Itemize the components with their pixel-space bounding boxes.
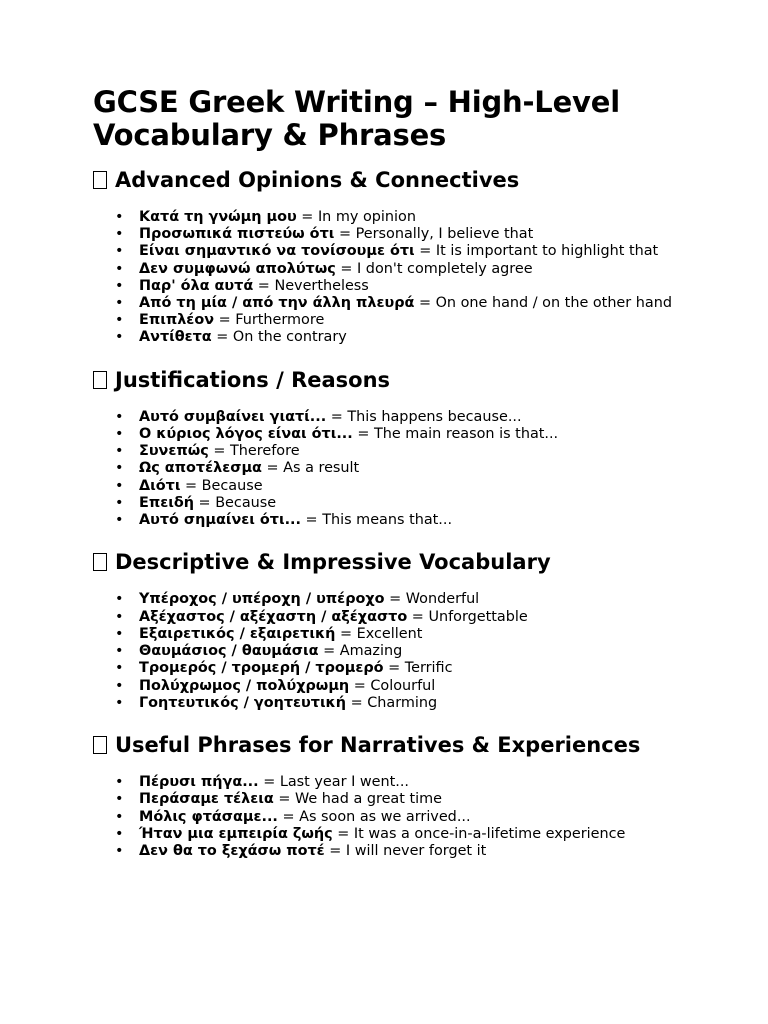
equals-separator: = <box>414 243 436 260</box>
english-meaning: Colourful <box>370 677 436 694</box>
equals-separator: = <box>334 226 356 243</box>
english-meaning: It was a once-in-a-lifetime experience <box>353 825 626 842</box>
list-item <box>139 809 675 826</box>
equals-separator: = <box>335 260 357 277</box>
list-item <box>139 278 675 295</box>
greek-term: Ως αποτέλεσμα <box>139 460 262 477</box>
equals-separator: = <box>277 808 300 825</box>
greek-term: Πολύχρωμος / πολύχρωμη <box>139 677 350 694</box>
list-item <box>139 209 675 226</box>
equals-separator: = <box>384 591 406 608</box>
greek-term: Υπέροχος / υπέροχη / υπέροχο <box>139 591 385 608</box>
equals-separator: = <box>324 842 346 859</box>
greek-term: Περάσαμε τέλεια <box>139 791 274 808</box>
equals-separator: = <box>296 208 318 225</box>
equals-separator: = <box>273 791 295 808</box>
equals-separator: = <box>261 460 284 477</box>
greek-term: Θαυμάσιος / θαυμάσια <box>139 643 319 660</box>
list-item <box>139 460 675 477</box>
list-item <box>139 791 675 808</box>
equals-separator: = <box>214 312 236 329</box>
list-item <box>139 495 675 512</box>
vocab-list <box>93 774 675 860</box>
greek-term: Μόλις φτάσαμε... <box>139 808 278 825</box>
sections-container <box>93 167 675 860</box>
english-meaning: Last year I went... <box>279 774 410 791</box>
equals-separator: = <box>332 825 354 842</box>
list-item <box>139 512 675 529</box>
list-item <box>139 843 675 860</box>
english-meaning: Nevertheless <box>274 277 369 294</box>
list-item <box>139 609 675 626</box>
vocab-list <box>93 209 675 347</box>
list-item <box>139 626 675 643</box>
greek-term: Αντίθετα <box>139 329 212 346</box>
vocab-list <box>93 409 675 529</box>
greek-term: Αυτό σημαίνει ότι... <box>139 512 301 529</box>
vocab-list <box>93 591 675 711</box>
list-item <box>139 243 675 260</box>
section-heading <box>93 367 675 393</box>
list-item <box>139 591 675 608</box>
greek-term: Τρομερός / τρομερή / τρομερό <box>139 660 384 677</box>
section-heading <box>93 167 675 193</box>
equals-separator: = <box>326 408 348 425</box>
english-meaning: Excellent <box>356 625 423 642</box>
section-heading <box>93 549 675 575</box>
equals-separator: = <box>318 643 340 660</box>
equals-separator: = <box>180 477 202 494</box>
english-meaning: Terrific <box>404 660 453 677</box>
equals-separator: = <box>258 774 280 791</box>
english-meaning: Wonderful <box>405 591 480 608</box>
english-meaning: This means that... <box>322 512 453 529</box>
equals-separator: = <box>407 608 429 625</box>
english-meaning: Therefore <box>230 443 300 460</box>
greek-term: Από τη μία / από την άλλη πλευρά <box>139 294 415 311</box>
equals-separator: = <box>335 625 357 642</box>
equals-separator: = <box>352 426 374 443</box>
english-meaning: On the contrary <box>232 329 347 346</box>
missing-glyph-icon <box>93 736 107 754</box>
equals-separator: = <box>349 677 371 694</box>
equals-separator: = <box>300 512 323 529</box>
list-item <box>139 295 675 312</box>
greek-term: Δεν συμφωνώ απολύτως <box>139 260 336 277</box>
list-item <box>139 826 675 843</box>
english-meaning: In my opinion <box>317 208 416 225</box>
english-meaning: As a result <box>283 460 360 477</box>
greek-term: Αυτό συμβαίνει γιατί... <box>139 408 327 425</box>
greek-term: Αξέχαστος / αξέχαστη / αξέχαστο <box>139 608 408 625</box>
section-heading <box>93 732 675 758</box>
english-meaning: Because <box>201 477 263 494</box>
english-meaning: Because <box>215 494 277 511</box>
english-meaning: Personally, I believe that <box>355 226 534 243</box>
section-heading-text: Descriptive & Impressive Vocabulary <box>115 550 551 575</box>
english-meaning: Charming <box>367 694 438 711</box>
missing-glyph-icon <box>93 553 107 571</box>
page-title: GCSE Greek Writing – High-Level Vocabulary & Phrases <box>93 85 620 153</box>
greek-term: Επιπλέον <box>139 312 215 329</box>
list-item <box>139 678 675 695</box>
missing-glyph-icon <box>93 171 107 189</box>
equals-separator: = <box>193 494 216 511</box>
equals-separator: = <box>211 329 233 346</box>
list-item <box>139 660 675 677</box>
greek-term: Πέρυσι πήγα... <box>139 774 259 791</box>
greek-term: Προσωπικά πιστεύω ότι <box>139 226 335 243</box>
list-item <box>139 312 675 329</box>
greek-term: Κατά τη γνώμη μου <box>139 208 297 225</box>
list-item <box>139 443 675 460</box>
equals-separator: = <box>383 660 405 677</box>
list-item <box>139 643 675 660</box>
equals-separator: = <box>346 694 368 711</box>
english-meaning: I don't completely agree <box>356 260 533 277</box>
english-meaning: We had a great time <box>294 791 442 808</box>
greek-term: Εξαιρετικός / εξαιρετική <box>139 625 336 642</box>
list-item <box>139 478 675 495</box>
english-meaning: It is important to highlight that <box>435 243 659 260</box>
english-meaning: Furthermore <box>235 312 325 329</box>
english-meaning: On one hand / on the other hand <box>435 294 672 311</box>
greek-term: Παρ' όλα αυτά <box>139 277 254 294</box>
equals-separator: = <box>414 294 436 311</box>
english-meaning: I will never forget it <box>345 842 487 859</box>
greek-term: Είναι σημαντικό να τονίσουμε ότι <box>139 243 415 260</box>
section-heading-text: Justifications / Reasons <box>115 367 391 392</box>
greek-term: Επειδή <box>139 494 194 511</box>
equals-separator: = <box>208 443 231 460</box>
english-meaning: Amazing <box>339 643 403 660</box>
english-meaning: Unforgettable <box>428 608 528 625</box>
greek-term: Γοητευτικός / γοητευτική <box>139 694 347 711</box>
section-heading-text: Useful Phrases for Narratives & Experiences <box>115 732 641 757</box>
list-item <box>139 409 675 426</box>
list-item <box>139 695 675 712</box>
list-item <box>139 426 675 443</box>
list-item <box>139 261 675 278</box>
greek-term: Ο κύριος λόγος είναι ότι... <box>139 426 353 443</box>
greek-term: Ήταν μια εμπειρία ζωής <box>139 825 333 842</box>
equals-separator: = <box>253 277 275 294</box>
list-item <box>139 226 675 243</box>
greek-term: Διότι <box>139 477 181 494</box>
greek-term: Δεν θα το ξεχάσω ποτέ <box>139 842 325 859</box>
section-heading-text: Advanced Opinions & Connectives <box>115 167 520 192</box>
english-meaning: This happens because... <box>347 408 522 425</box>
missing-glyph-icon <box>93 371 107 389</box>
list-item <box>139 774 675 791</box>
greek-term: Συνεπώς <box>139 443 209 460</box>
english-meaning: The main reason is that... <box>373 426 559 443</box>
list-item <box>139 329 675 346</box>
english-meaning: As soon as we arrived... <box>299 808 471 825</box>
